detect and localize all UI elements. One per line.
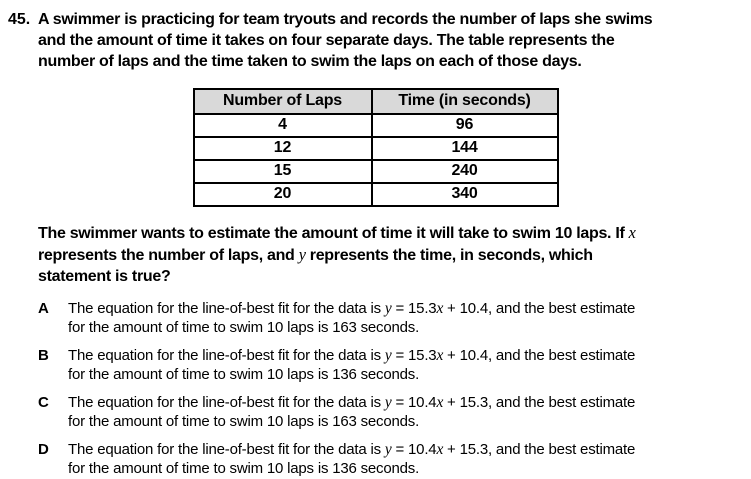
choice-text: The equation for the line-of-best fit for the data is y = 15.3x + 10.4, and the best estimate for the amount of time to swim 10 laps is 163 seconds. bbox=[68, 300, 636, 336]
choice-text: The equation for the line-of-best fit for the data is y = 15.3x + 10.4, and the best estimate for the amount of time to swim 10 laps is 136 seconds. bbox=[68, 347, 636, 383]
answer-choice-b bbox=[38, 346, 743, 384]
choice-text: The equation for the line-of-best fit for the data is y = 10.4x + 15.3, and the best estimate for the amount of time to swim 10 laps is 136 seconds. bbox=[68, 441, 636, 477]
table-row bbox=[194, 183, 558, 206]
table-header-laps: Number of Laps bbox=[194, 89, 372, 114]
table-cell-laps: 4 bbox=[194, 114, 372, 137]
table-cell-time: 144 bbox=[372, 137, 558, 160]
table-row bbox=[194, 160, 558, 183]
choice-letter: A bbox=[38, 300, 49, 317]
question-prompt: The swimmer wants to estimate the amount of time it will take to swim 10 laps. If x represents the number of laps, and y represents the time, in seconds, which statement is true? bbox=[38, 223, 636, 285]
prompt-gutter bbox=[8, 222, 38, 287]
laps-time-table bbox=[193, 88, 559, 207]
table-header-time: Time (in seconds) bbox=[372, 89, 558, 114]
choice-text: The equation for the line-of-best fit for the data is y = 10.4x + 15.3, and the best estimate for the amount of time to swim 10 laps is 163 seconds. bbox=[68, 394, 636, 430]
choice-letter: B bbox=[38, 347, 49, 364]
question-stem-row bbox=[8, 9, 743, 72]
table-row bbox=[194, 137, 558, 160]
table-cell-laps: 20 bbox=[194, 183, 372, 206]
table-cell-laps: 15 bbox=[194, 160, 372, 183]
answer-choices bbox=[38, 299, 743, 478]
question-prompt-row bbox=[8, 222, 743, 287]
answer-choice-c bbox=[38, 393, 743, 431]
question-number: 45. bbox=[8, 11, 31, 28]
choice-letter: C bbox=[38, 394, 49, 411]
table-cell-time: 240 bbox=[372, 160, 558, 183]
table-row bbox=[194, 114, 558, 137]
table-header-row bbox=[194, 89, 558, 114]
table-cell-time: 96 bbox=[372, 114, 558, 137]
table-cell-laps: 12 bbox=[194, 137, 372, 160]
answer-choice-a bbox=[38, 299, 743, 337]
question-stem: A swimmer is practicing for team tryouts and records the number of laps she swims and the amount of time it takes on four separate days. The table represents the number of laps and the time taken to swim the laps on each of those days. bbox=[38, 11, 653, 70]
table-cell-time: 340 bbox=[372, 183, 558, 206]
choice-letter: D bbox=[38, 441, 49, 458]
answer-choice-d bbox=[38, 440, 743, 478]
